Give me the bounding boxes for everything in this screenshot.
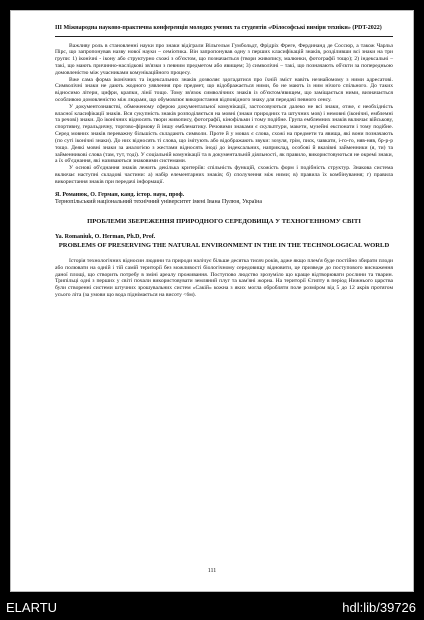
body-paragraph: У документознавстві, обмеженому сферою документальної комунікації, застосовуються далеко не всі знаки, отже, є необхідність власної класифікації знаків. Вся сукупність знаків розподіляється на мовні (знаки природних та штучних мов) і немовні (іконічні, емблемні та речові) знаки. До іконічних відносять твори живопису, фотографії, кінофільми і тому подібне. Група емблемних знаків включає військову, спортивну, геральдичну, торгово-фірмову й іншу емблематику. Речовими знаками є скульптури, макети, музейні експонати і тому подібне. Серед мовних знаків переважну більшість складають символи. Проте й у мовах є слова, схожі на предмети та явища, які вони позначають (по суті іконічні знаки). До них відносять ті слова, що імітують або відображають звуки: зозуля, грім, писк, чавкати, і-го-го, няв-няв, бр-р-р тощо. Деякі мовні знаки за аналогією з жестами відносять іноді до індексальних, наприклад, особові й вказівні займенники (я, ти) та займенникові слова (там, тут, тоді). У соціальній комунікації та в документальній діяльності, як правило, використовуються не окремі знаки, а їх об'єднання, які називаються знаковими системами.	[55, 103, 393, 165]
body-paragraph: У основі об'єднання знаків лежить декілька критеріїв: спільність функцій, схожість форм і подібність структур. Знакова система включає наступні складові частини: а) набір елементарних знаків; б) сполучення між ними; в) правила їх комбінування; г) правила використання знаків при передачі інформації.	[55, 165, 393, 185]
body-paragraph: Історія технологічних відносин людини та природи налічує більше десятка тисяч років, адже якщо плем'я буде постійно збирати плоди або полювати на одній і тій самій території без можливості біологічному середовищу відновити, це призведе до поступового виснаження даної площі, що створить потребу в зміні ареалу проживання. Поступово людство зрозуміло що краще відтворювати рослини та тварин. Трипільці одні з перших у світі почали використовувати земляний плуг та кам'яні жорна. На території Єгипту в період Нижнього царства були створенні системи штучних зрошувальних систем «Сакій» кожна з яких могла обробляти поле розміром від 5 до 12 акрів протягом усього літа (за умови що вода піднімається на висоту <6м).	[55, 257, 393, 299]
footer-repository-label: ELARTU	[6, 600, 58, 615]
article-title-ua: ПРОБЛЕМИ ЗБЕРЕЖЕННЯ ПРИРОДНОГО СЕРЕДОВИЩА У ТЕХНОГЕННОМУ СВІТІ	[87, 218, 361, 226]
author-line-en: Ya. Romaniuk, O. Herman, Ph.D, Prof.	[55, 234, 156, 241]
running-header: III Міжнародна науково-практична конференція молодих учених та студентів «Філософські виміри техніки» (PDT-2022)	[55, 25, 393, 37]
body-paragraph: Вже сама форма іконічних та індексальних знаків дозволяє здогадатися про їхній зміст навіть незнайомому з ними адресатові. Символічні знаки не дають жодного уявлення про предмет, що відображається ними, бо не мають із ним нічого спільного. До таких відносимо літери, цифри, крапки, лінії тощо. Тому зв'язок символічних знаків із об'єктом/явищем, що заміщається ними, визначається особливою домовленістю між людьми, що обумовлює використання відповідного знаку для передачі певного сенсу.	[55, 76, 393, 103]
footer-bar	[0, 596, 424, 620]
author-line: Я. Романюк, О. Герман, канд. істор. наук, проф.	[55, 191, 185, 198]
page-number: 111	[207, 568, 217, 574]
page-content	[55, 25, 393, 299]
document-page	[10, 10, 414, 592]
footer-handle-label: hdl:lib/39726	[342, 600, 416, 615]
article-title-en: PROBLEMS OF PRESERVING THE NATURAL ENVIRONMENT IN THE IN THE TECHNOLOGICAL WORLD	[58, 241, 390, 249]
affiliation-line: Тернопільський національний технічний університет імені Івана Пулюя, Україна	[55, 198, 262, 205]
body-paragraph: Важливу роль в становленні науки про знаки відіграли Вільгельм Гумбольдт, Фрідріх Фреге, Фердинанд де Соссюр, а також Чарльз Пірс, що запропонував назву нової науки – семіотика. Він запропонував одну з перших класифікацій знаків, розділивши всі знаки на три групи: 1) іконічні - ікону або структурно схожі з об'єктом, що позначається (твори живопису, малюнки, фотографії тощо); 2) індексальні – такі, що мають причинно-наслідкові зв'язки з певним предметом або явищем; 3) символічні – такі, що позначають об'єкти за попередньою домовленістю між учасниками комунікаційного процесу.	[55, 42, 393, 76]
